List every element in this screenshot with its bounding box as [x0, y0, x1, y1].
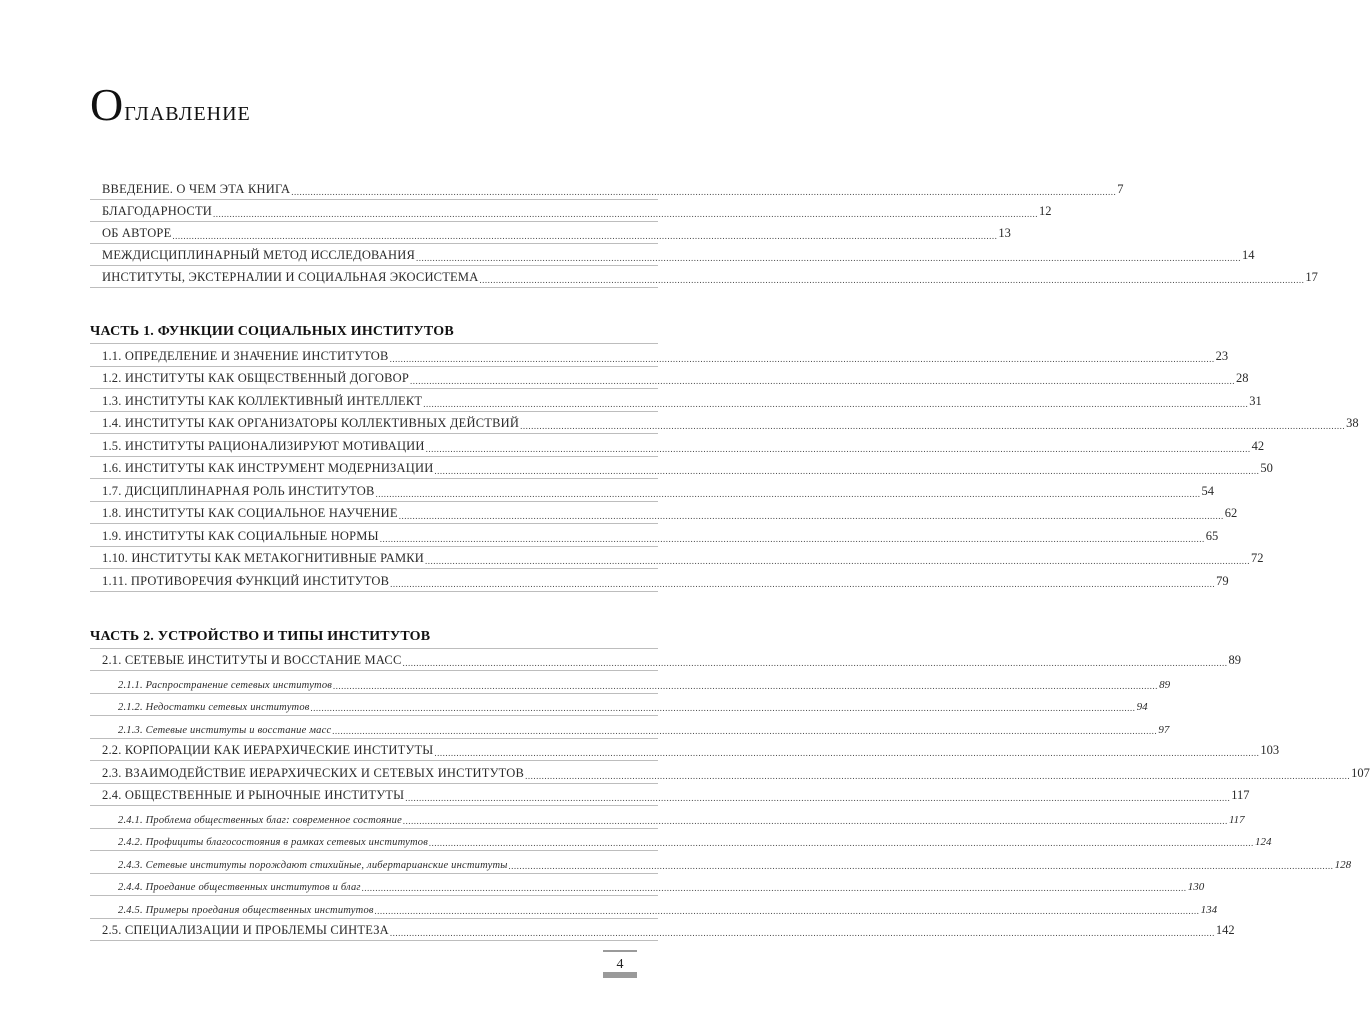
toc-entry-label: 2.1.3. Сетевые институты и восстание масс [118, 724, 332, 736]
dot-leader: ............................................................................................................................................................................................................................................................................................................ [425, 556, 1251, 566]
toc-entry-page: 89 [1159, 678, 1171, 691]
dot-leader: ............................................................................................................................................................................................................................................................................................................ [416, 253, 1242, 263]
toc-entry-label: 1.1. ОПРЕДЕЛЕНИЕ И ЗНАЧЕНИЕ ИНСТИТУТОВ [102, 348, 389, 363]
toc-entry[interactable] [90, 222, 1011, 244]
dot-leader: ............................................................................................................................................................................................................................................................................................................ [332, 725, 1158, 736]
toc-entry-page: 134 [1200, 903, 1218, 916]
dot-leader: ............................................................................................................................................................................................................................................................................................................ [389, 353, 1215, 364]
toc-entry-page: 54 [1201, 483, 1215, 498]
toc-entry-page: 128 [1334, 858, 1352, 871]
dot-leader: ............................................................................................................................................................................................................................................................................................................ [479, 275, 1305, 285]
toc-entry-page: 7 [1117, 182, 1124, 196]
toc-entry[interactable] [90, 367, 1249, 390]
toc-entry-label: 2.3. ВЗАИМОДЕЙСТВИЕ ИЕРАРХИЧЕСКИХ И СЕТЕВЫХ ИНСТИТУТОВ [102, 765, 525, 780]
toc-entry-label: 2.5. СПЕЦИАЛИЗАЦИИ И ПРОБЛЕМЫ СИНТЕЗА [102, 923, 389, 937]
dot-leader: ............................................................................................................................................................................................................................................................................................................ [361, 883, 1187, 893]
toc-subentry[interactable] [90, 716, 1170, 739]
page-title [90, 79, 251, 130]
toc-subentry[interactable] [90, 851, 1352, 874]
toc-entry[interactable] [90, 344, 1229, 367]
toc-entry-page: 117 [1228, 813, 1245, 826]
toc-entry-page: 130 [1187, 881, 1205, 893]
toc-entry[interactable] [90, 784, 1250, 807]
toc-entry-page: 65 [1205, 528, 1219, 543]
toc-subentry[interactable] [90, 671, 1171, 694]
dot-leader: ............................................................................................................................................................................................................................................................................................................ [410, 376, 1236, 386]
toc-entry-page: 28 [1236, 371, 1249, 385]
dot-leader: ............................................................................................................................................................................................................................................................................................................ [520, 421, 1346, 431]
toc-entry[interactable] [90, 569, 1229, 592]
toc-entry-page: 31 [1249, 393, 1262, 408]
dot-leader: ............................................................................................................................................................................................................................................................................................................ [525, 770, 1351, 781]
toc-entry-label: 2.4.5. Примеры проедания общественных институтов [118, 904, 374, 916]
dot-leader: ............................................................................................................................................................................................................................................................................................................ [434, 748, 1260, 758]
dot-leader: ............................................................................................................................................................................................................................................................................................................ [428, 838, 1254, 848]
toc-entry-label: 1.7. ДИСЦИПЛИНАРНАЯ РОЛЬ ИНСТИТУТОВ [102, 483, 375, 498]
toc-entry[interactable] [90, 200, 1052, 222]
toc-entry[interactable] [90, 524, 1219, 547]
toc-entry[interactable] [90, 412, 1359, 435]
dot-leader: ............................................................................................................................................................................................................................................................................................................ [405, 793, 1231, 803]
toc-entry[interactable] [90, 266, 1318, 288]
toc-entry-page: 42 [1251, 438, 1265, 453]
dot-leader: ............................................................................................................................................................................................................................................................................................................ [213, 209, 1039, 219]
part-heading[interactable]: ЧАСТЬ 1. ФУНКЦИИ СОЦИАЛЬНЫХ ИНСТИТУТОВ [90, 320, 658, 344]
dot-leader: ............................................................................................................................................................................................................................................................................................................ [379, 533, 1205, 544]
toc-subentry[interactable] [90, 874, 1205, 897]
toc-entry-page: 79 [1216, 573, 1229, 588]
toc-entry[interactable] [90, 919, 1235, 942]
dot-leader: ............................................................................................................................................................................................................................................................................................................ [375, 488, 1201, 499]
table-of-contents [90, 178, 1370, 941]
page-number-bar [603, 972, 637, 978]
page-title-rest: главление [124, 96, 251, 127]
toc-entry[interactable] [90, 761, 1370, 784]
toc-entry-label: 2.2. КОРПОРАЦИИ КАК ИЕРАРХИЧЕСКИЕ ИНСТИТУТЫ [102, 743, 434, 757]
dot-leader: ............................................................................................................................................................................................................................................................................................................ [508, 860, 1334, 871]
dot-leader: ............................................................................................................................................................................................................................................................................................................ [425, 443, 1251, 454]
toc-entry-page: 124 [1254, 836, 1272, 848]
toc-entry[interactable] [90, 389, 1262, 412]
dot-leader: ............................................................................................................................................................................................................................................................................................................ [172, 231, 998, 241]
dot-leader: ............................................................................................................................................................................................................................................................................................................ [398, 511, 1224, 521]
toc-entry-page: 107 [1351, 765, 1370, 780]
dot-leader: ............................................................................................................................................................................................................................................................................................................ [434, 466, 1260, 476]
part-heading[interactable]: ЧАСТЬ 2. УСТРОЙСТВО И ТИПЫ ИНСТИТУТОВ [90, 625, 658, 649]
toc-subentry[interactable] [90, 806, 1245, 829]
toc-entry-label: 2.4.1. Проблема общественных благ: современное состояние [118, 814, 402, 826]
toc-entry-page: 62 [1224, 506, 1238, 520]
toc-entry-page: 12 [1039, 204, 1052, 218]
toc-entry-label: БЛАГОДАРНОСТИ [102, 204, 213, 218]
toc-entry-page: 23 [1215, 348, 1229, 363]
toc-entry-label: 2.1.2. Недостатки сетевых институтов [118, 702, 310, 713]
toc-subentry[interactable] [90, 896, 1218, 919]
toc-entry-label: ВВЕДЕНИЕ. О ЧЕМ ЭТА КНИГА [102, 182, 291, 196]
dot-leader: ............................................................................................................................................................................................................................................................................................................ [402, 815, 1228, 826]
toc-entry-label: МЕЖДИСЦИПЛИНАРНЫЙ МЕТОД ИССЛЕДОВАНИЯ [102, 248, 416, 262]
toc-entry-label: 1.11. ПРОТИВОРЕЧИЯ ФУНКЦИЙ ИНСТИТУТОВ [102, 573, 390, 588]
toc-entry-page: 50 [1260, 461, 1273, 475]
toc-entry-page: 97 [1158, 723, 1170, 736]
toc-entry-label: 1.2. ИНСТИТУТЫ КАК ОБЩЕСТВЕННЫЙ ДОГОВОР [102, 371, 410, 385]
dot-leader: ............................................................................................................................................................................................................................................................................................................ [333, 680, 1159, 691]
toc-entry-page: 14 [1242, 248, 1255, 262]
toc-entry[interactable] [90, 739, 1280, 762]
dot-leader: ............................................................................................................................................................................................................................................................................................................ [423, 398, 1249, 409]
toc-entry-label: 1.4. ИНСТИТУТЫ КАК ОРГАНИЗАТОРЫ КОЛЛЕКТИВНЫХ ДЕЙСТВИЙ [102, 416, 520, 430]
page-title-initial: О [90, 79, 125, 130]
toc-entry-label: 2.4. ОБЩЕСТВЕННЫЕ И РЫНОЧНЫЕ ИНСТИТУТЫ [102, 788, 405, 802]
dot-leader: ............................................................................................................................................................................................................................................................................................................ [291, 187, 1117, 197]
toc-entry-label: 2.1. СЕТЕВЫЕ ИНСТИТУТЫ И ВОССТАНИЕ МАСС [102, 653, 402, 667]
toc-entry-label: 1.5. ИНСТИТУТЫ РАЦИОНАЛИЗИРУЮТ МОТИВАЦИИ [102, 438, 425, 453]
dot-leader: ............................................................................................................................................................................................................................................................................................................ [390, 578, 1216, 589]
toc-entry-page: 142 [1215, 923, 1235, 937]
toc-entry-label: 2.1.1. Распространение сетевых институтов [118, 679, 333, 691]
toc-subentry[interactable] [90, 694, 1148, 717]
dot-leader: ............................................................................................................................................................................................................................................................................................................ [402, 658, 1228, 668]
dot-leader: ............................................................................................................................................................................................................................................................................................................ [374, 905, 1200, 916]
toc-entry-label: 1.6. ИНСТИТУТЫ КАК ИНСТРУМЕНТ МОДЕРНИЗАЦИИ [102, 461, 434, 475]
dot-leader: ............................................................................................................................................................................................................................................................................................................ [389, 928, 1215, 938]
toc-entry-label: 2.4.4. Проедание общественных институтов и благ [118, 882, 361, 893]
toc-entry-page: 38 [1346, 416, 1359, 430]
toc-entry-label: ОБ АВТОРЕ [102, 226, 172, 240]
toc-subentry[interactable] [90, 829, 1272, 852]
toc-entry-label: 2.4.3. Сетевые институты порождают стихийные, либертарианские институты [118, 859, 508, 871]
page-number: 4 [603, 950, 637, 972]
toc-entry[interactable] [90, 178, 1124, 200]
toc-entry-page: 13 [998, 226, 1011, 240]
toc-entry-label: ИНСТИТУТЫ, ЭКСТЕРНАЛИИ И СОЦИАЛЬНАЯ ЭКОСИСТЕМА [102, 270, 479, 284]
toc-entry-page: 17 [1305, 270, 1318, 284]
toc-entry[interactable] [90, 547, 1264, 570]
dot-leader: ............................................................................................................................................................................................................................................................................................................ [310, 703, 1136, 713]
toc-entry-label: 2.4.2. Профициты благосостояния в рамках сетевых институтов [118, 837, 428, 848]
toc-entry-label: 1.10. ИНСТИТУТЫ КАК МЕТАКОГНИТИВНЫЕ РАМКИ [102, 551, 425, 565]
toc-entry[interactable] [90, 479, 1215, 502]
toc-entry-page: 89 [1228, 653, 1242, 667]
toc-entry-label: 1.8. ИНСТИТУТЫ КАК СОЦИАЛЬНОЕ НАУЧЕНИЕ [102, 506, 398, 520]
toc-entry-page: 103 [1260, 743, 1280, 757]
toc-entry[interactable] [90, 244, 1255, 266]
toc-entry[interactable] [90, 649, 1242, 672]
toc-entry-page: 72 [1251, 551, 1264, 565]
toc-entry[interactable] [90, 434, 1265, 457]
toc-entry-page: 94 [1136, 701, 1148, 713]
toc-entry[interactable] [90, 457, 1273, 480]
toc-entry-page: 117 [1231, 788, 1250, 802]
toc-entry-label: 1.3. ИНСТИТУТЫ КАК КОЛЛЕКТИВНЫЙ ИНТЕЛЛЕКТ [102, 393, 423, 408]
toc-entry[interactable] [90, 502, 1238, 525]
toc-entry-label: 1.9. ИНСТИТУТЫ КАК СОЦИАЛЬНЫЕ НОРМЫ [102, 528, 379, 543]
